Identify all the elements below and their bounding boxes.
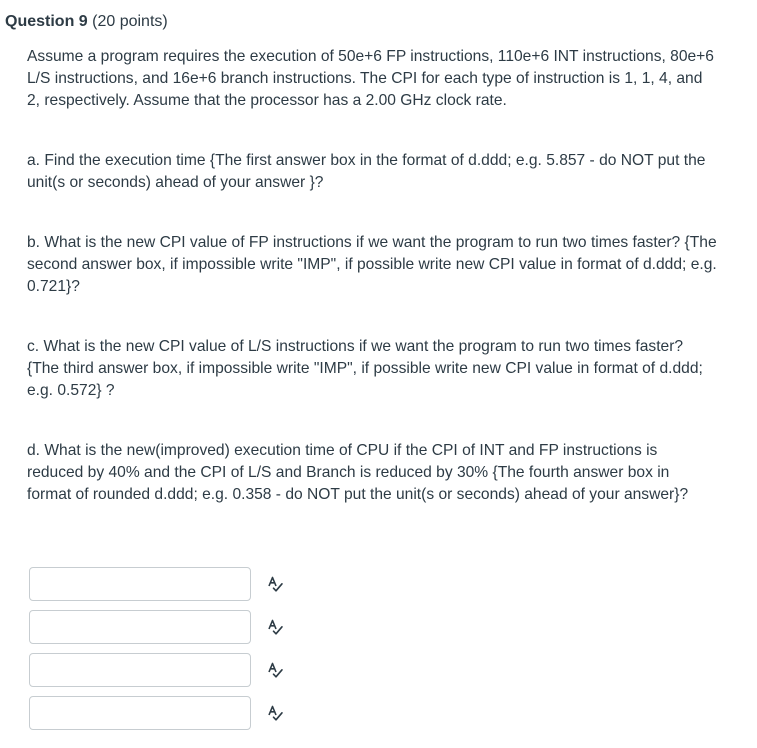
spellcheck-icon[interactable] — [266, 704, 284, 722]
question-part-c: c. What is the new CPI value of L/S instructions if we want the program to run two times faster? {The third answer box, if impossible write "IMP", if possible write new CPI value in format of d.ddd; e.g. 0.572} ? — [27, 338, 703, 399]
question-points: (20 points) — [87, 13, 168, 30]
answer-input-4[interactable] — [29, 696, 251, 730]
spellcheck-icon[interactable] — [266, 575, 284, 593]
answer-row-1 — [29, 565, 284, 603]
answer-input-1[interactable] — [29, 567, 251, 601]
question-intro: Assume a program requires the execution of 50e+6 FP instructions, 110e+6 INT instructions, 80e+6 L/S instructions, and 16e+6 branch instructions. The CPI for each type of instruction is 1, 1, 4, and 2, respectively. Assume that the processor has a 2.00 GHz clock rate. — [27, 48, 714, 109]
question-part-b: b. What is the new CPI value of FP instructions if we want the program to run two times faster? {The second answer box, if impossible write "IMP", if possible write new CPI value in format of d.ddd; e.g. 0.721}? — [27, 234, 717, 295]
answer-row-4 — [29, 694, 284, 732]
answer-input-2[interactable] — [29, 610, 251, 644]
question-body — [27, 46, 717, 506]
answer-boxes — [29, 565, 284, 737]
answer-input-3[interactable] — [29, 653, 251, 687]
question-header — [5, 12, 168, 32]
question-part-d: d. What is the new(improved) execution time of CPU if the CPI of INT and FP instructions is reduced by 40% and the CPI of L/S and Branch is reduced by 30% {The fourth answer box in format of rounded d.ddd; e.g. 0.358 - do NOT put the unit(s or seconds) ahead of your answer}? — [27, 442, 689, 503]
spellcheck-icon[interactable] — [266, 661, 284, 679]
answer-row-3 — [29, 651, 284, 689]
spellcheck-icon[interactable] — [266, 618, 284, 636]
question-title: Question 9 — [5, 13, 88, 30]
question-part-a: a. Find the execution time {The first answer box in the format of d.ddd; e.g. 5.857 - do NOT put the unit(s or seconds) ahead of your answer }? — [27, 152, 706, 191]
answer-row-2 — [29, 608, 284, 646]
